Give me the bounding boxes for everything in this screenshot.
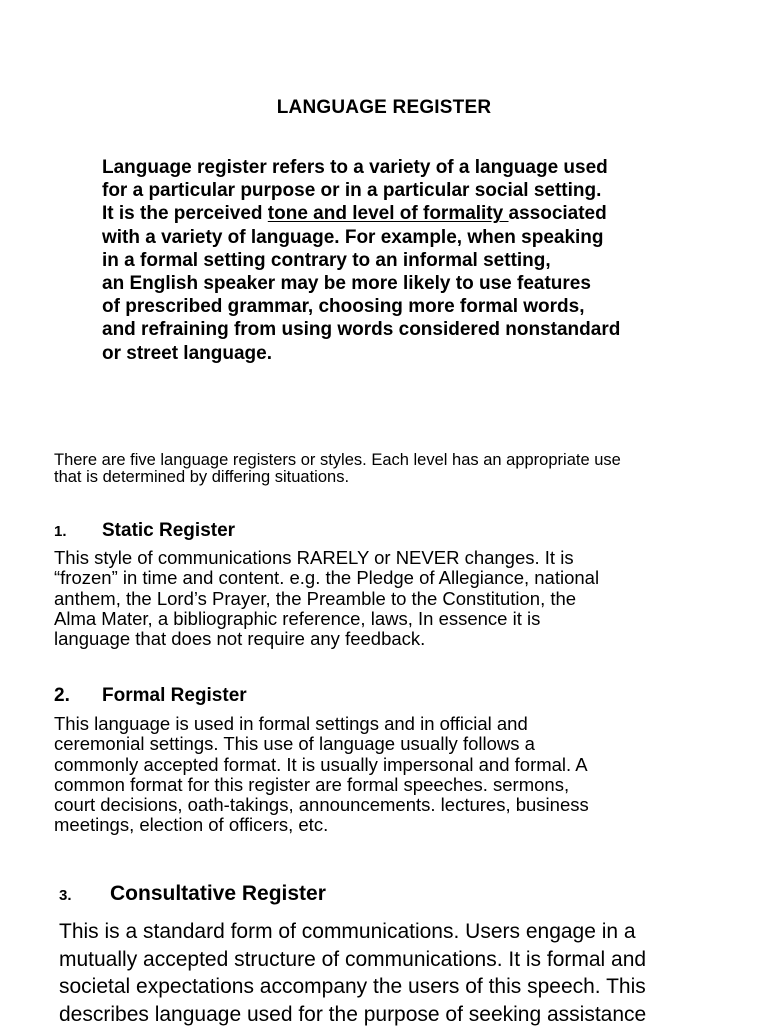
section-body — [54, 714, 754, 836]
intro-line: Language register refers to a variety of a language used — [102, 156, 742, 179]
body-line: This language is used in formal settings and in official and — [54, 714, 754, 734]
intro-line: in a formal setting contrary to an informal setting, — [102, 249, 742, 272]
intro-line: of prescribed grammar, choosing more formal words, — [102, 295, 742, 318]
body-line: Alma Mater, a bibliographic reference, laws, In essence it is — [54, 609, 754, 629]
body-line: ceremonial settings. This use of language usually follows a — [54, 734, 754, 754]
overview-paragraph — [54, 452, 754, 485]
section-number: 1. — [54, 520, 102, 544]
intro-paragraph — [102, 156, 742, 365]
underlined-phrase: tone and level of formality — [268, 203, 509, 224]
body-line: anthem, the Lord’s Prayer, the Preamble to the Constitution, the — [54, 589, 754, 609]
intro-line: an English speaker may be more likely to use features — [102, 272, 742, 295]
body-line: mutually accepted structure of communications. It is formal and — [59, 946, 759, 974]
section-number: 3. — [59, 884, 110, 908]
body-line: “frozen” in time and content. e.g. the Pledge of Allegiance, national — [54, 568, 754, 588]
page-title: LANGUAGE REGISTER — [0, 96, 768, 120]
section-heading — [54, 519, 235, 544]
body-line: This is a standard form of communications. Users engage in a — [59, 918, 759, 946]
section-title: Formal Register — [102, 685, 247, 706]
intro-line: and refraining from using words considered nonstandard — [102, 318, 742, 341]
section-heading — [59, 882, 326, 908]
section-heading — [54, 684, 247, 708]
body-line: societal expectations accompany the users of this speech. This — [59, 973, 759, 1001]
body-line: court decisions, oath-takings, announcements. lectures, business — [54, 795, 754, 815]
intro-line — [102, 202, 742, 225]
intro-line: or street language. — [102, 342, 742, 365]
overview-line: There are five language registers or styles. Each level has an appropriate use — [54, 452, 754, 469]
body-line: common format for this register are formal speeches. sermons, — [54, 775, 754, 795]
body-line: meetings, election of officers, etc. — [54, 815, 754, 835]
section-body — [59, 918, 759, 1028]
section-title: Consultative Register — [110, 882, 326, 905]
body-line: This style of communications RARELY or NEVER changes. It is — [54, 548, 754, 568]
intro-line: with a variety of language. For example, when speaking — [102, 226, 742, 249]
overview-line: that is determined by differing situations. — [54, 469, 754, 486]
section-title: Static Register — [102, 520, 235, 541]
intro-line-text: It is the perceived — [102, 203, 268, 224]
body-line: describes language used for the purpose of seeking assistance — [59, 1001, 759, 1028]
intro-line: for a particular purpose or in a particular social setting. — [102, 179, 742, 202]
body-line: commonly accepted format. It is usually impersonal and formal. A — [54, 755, 754, 775]
intro-line-text: associated — [509, 203, 607, 224]
section-number: 2. — [54, 684, 102, 708]
body-line: language that does not require any feedback. — [54, 629, 754, 649]
section-body — [54, 548, 754, 649]
